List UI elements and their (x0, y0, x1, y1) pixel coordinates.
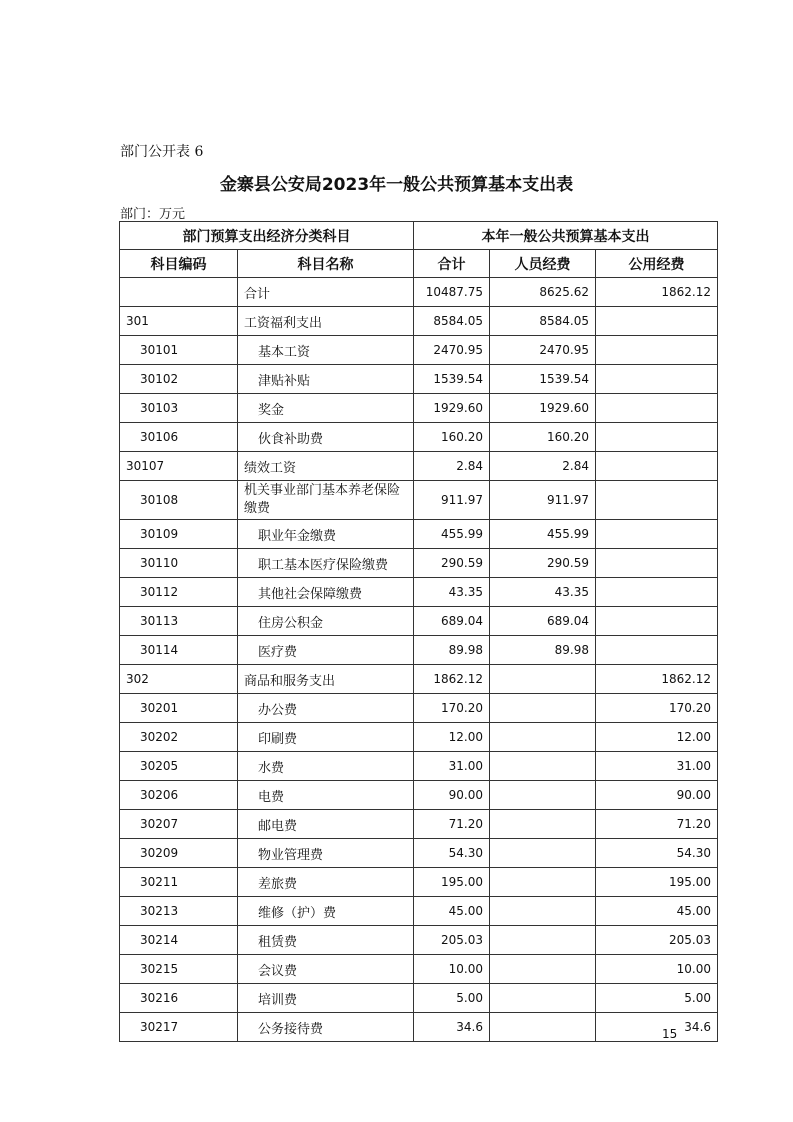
cell-code: 30216 (120, 984, 238, 1013)
document-label: 部门公开表 6 (120, 144, 204, 160)
cell-public: 90.00 (596, 781, 718, 810)
cell-code: 30101 (120, 336, 238, 365)
cell-name: 伙食补助费 (238, 423, 414, 452)
table-row (120, 984, 718, 1013)
cell-name: 物业管理费 (238, 839, 414, 868)
header-group-expenditure: 本年一般公共预算基本支出 (414, 222, 718, 250)
cell-public: 170.20 (596, 694, 718, 723)
table-row (120, 694, 718, 723)
cell-total: 43.35 (414, 578, 490, 607)
cell-total: 2.84 (414, 452, 490, 481)
cell-total: 45.00 (414, 897, 490, 926)
cell-personnel (490, 810, 596, 839)
cell-personnel (490, 781, 596, 810)
table-row (120, 1013, 718, 1042)
table-row (120, 336, 718, 365)
cell-personnel: 160.20 (490, 423, 596, 452)
cell-name: 培训费 (238, 984, 414, 1013)
table-row (120, 607, 718, 636)
table-row (120, 481, 718, 520)
cell-total: 5.00 (414, 984, 490, 1013)
cell-personnel: 689.04 (490, 607, 596, 636)
cell-code: 30113 (120, 607, 238, 636)
cell-name: 水费 (238, 752, 414, 781)
cell-name: 租赁费 (238, 926, 414, 955)
header-code: 科目编码 (120, 250, 238, 278)
cell-personnel: 8625.62 (490, 278, 596, 307)
cell-public (596, 394, 718, 423)
table-row (120, 307, 718, 336)
table-row (120, 578, 718, 607)
cell-personnel (490, 752, 596, 781)
cell-public: 1862.12 (596, 278, 718, 307)
cell-code: 30103 (120, 394, 238, 423)
table-row (120, 926, 718, 955)
unit-label: 部门：万元 (120, 207, 186, 222)
cell-code: 30102 (120, 365, 238, 394)
table-row (120, 781, 718, 810)
cell-personnel: 1539.54 (490, 365, 596, 394)
table-row (120, 810, 718, 839)
header-name: 科目名称 (238, 250, 414, 278)
cell-public (596, 365, 718, 394)
table-row (120, 868, 718, 897)
cell-personnel (490, 694, 596, 723)
table-row (120, 394, 718, 423)
cell-name: 印刷费 (238, 723, 414, 752)
cell-personnel (490, 868, 596, 897)
cell-code: 30110 (120, 549, 238, 578)
cell-name: 绩效工资 (238, 452, 414, 481)
cell-name: 职工基本医疗保险缴费 (238, 549, 414, 578)
table-row (120, 636, 718, 665)
header-group-classification: 部门预算支出经济分类科目 (120, 222, 414, 250)
cell-code (120, 278, 238, 307)
cell-code: 30202 (120, 723, 238, 752)
cell-total: 689.04 (414, 607, 490, 636)
cell-total: 31.00 (414, 752, 490, 781)
cell-total: 1929.60 (414, 394, 490, 423)
cell-personnel (490, 926, 596, 955)
cell-public (596, 636, 718, 665)
cell-personnel (490, 839, 596, 868)
table-row (120, 520, 718, 549)
cell-name: 医疗费 (238, 636, 414, 665)
cell-name: 基本工资 (238, 336, 414, 365)
cell-code: 301 (120, 307, 238, 336)
cell-personnel: 911.97 (490, 481, 596, 520)
header-public: 公用经费 (596, 250, 718, 278)
cell-total: 1862.12 (414, 665, 490, 694)
header-personnel: 人员经费 (490, 250, 596, 278)
cell-name: 职业年金缴费 (238, 520, 414, 549)
cell-public (596, 452, 718, 481)
cell-name: 机关事业部门基本养老保险缴费 (238, 481, 414, 520)
cell-public (596, 423, 718, 452)
cell-total: 71.20 (414, 810, 490, 839)
cell-public (596, 549, 718, 578)
cell-code: 302 (120, 665, 238, 694)
cell-code: 30107 (120, 452, 238, 481)
page-number: 15 (662, 1027, 678, 1041)
cell-public: 71.20 (596, 810, 718, 839)
budget-table (119, 221, 718, 1042)
cell-public: 54.30 (596, 839, 718, 868)
cell-total: 90.00 (414, 781, 490, 810)
cell-name: 合计 (238, 278, 414, 307)
cell-public: 1862.12 (596, 665, 718, 694)
cell-total: 205.03 (414, 926, 490, 955)
cell-total: 12.00 (414, 723, 490, 752)
table-row (120, 839, 718, 868)
cell-code: 30214 (120, 926, 238, 955)
cell-personnel (490, 955, 596, 984)
cell-name: 邮电费 (238, 810, 414, 839)
cell-personnel (490, 723, 596, 752)
table-row (120, 452, 718, 481)
page-title: 金寨县公安局2023年一般公共预算基本支出表 (219, 175, 574, 195)
table-body (120, 278, 718, 1042)
cell-name: 公务接待费 (238, 1013, 414, 1042)
cell-public (596, 607, 718, 636)
cell-code: 30108 (120, 481, 238, 520)
table-row (120, 423, 718, 452)
cell-personnel: 2.84 (490, 452, 596, 481)
cell-total: 54.30 (414, 839, 490, 868)
cell-personnel: 43.35 (490, 578, 596, 607)
cell-public (596, 307, 718, 336)
cell-personnel: 89.98 (490, 636, 596, 665)
cell-name: 住房公积金 (238, 607, 414, 636)
cell-public: 34.6 (596, 1013, 718, 1042)
table-row (120, 665, 718, 694)
cell-total: 195.00 (414, 868, 490, 897)
cell-code: 30109 (120, 520, 238, 549)
cell-code: 30206 (120, 781, 238, 810)
cell-total: 911.97 (414, 481, 490, 520)
table-row (120, 752, 718, 781)
cell-code: 30106 (120, 423, 238, 452)
table-row (120, 955, 718, 984)
cell-total: 170.20 (414, 694, 490, 723)
cell-name: 电费 (238, 781, 414, 810)
cell-total: 10487.75 (414, 278, 490, 307)
cell-code: 30205 (120, 752, 238, 781)
cell-code: 30217 (120, 1013, 238, 1042)
cell-code: 30211 (120, 868, 238, 897)
cell-name: 商品和服务支出 (238, 665, 414, 694)
cell-name: 维修（护）费 (238, 897, 414, 926)
cell-public (596, 578, 718, 607)
cell-total: 34.6 (414, 1013, 490, 1042)
cell-personnel: 8584.05 (490, 307, 596, 336)
cell-public: 195.00 (596, 868, 718, 897)
cell-total: 89.98 (414, 636, 490, 665)
table-row (120, 897, 718, 926)
cell-public (596, 481, 718, 520)
cell-public (596, 336, 718, 365)
cell-code: 30215 (120, 955, 238, 984)
cell-personnel: 2470.95 (490, 336, 596, 365)
cell-total: 1539.54 (414, 365, 490, 394)
cell-code: 30213 (120, 897, 238, 926)
cell-public: 45.00 (596, 897, 718, 926)
cell-personnel: 455.99 (490, 520, 596, 549)
table-row (120, 723, 718, 752)
cell-personnel (490, 1013, 596, 1042)
cell-public (596, 520, 718, 549)
cell-public: 31.00 (596, 752, 718, 781)
cell-total: 290.59 (414, 549, 490, 578)
cell-personnel: 1929.60 (490, 394, 596, 423)
cell-code: 30112 (120, 578, 238, 607)
cell-public: 12.00 (596, 723, 718, 752)
cell-total: 10.00 (414, 955, 490, 984)
cell-personnel: 290.59 (490, 549, 596, 578)
table-row (120, 365, 718, 394)
cell-personnel (490, 897, 596, 926)
cell-name: 会议费 (238, 955, 414, 984)
cell-code: 30207 (120, 810, 238, 839)
cell-code: 30209 (120, 839, 238, 868)
header-total: 合计 (414, 250, 490, 278)
cell-total: 8584.05 (414, 307, 490, 336)
table-row (120, 278, 718, 307)
cell-public: 5.00 (596, 984, 718, 1013)
cell-personnel (490, 984, 596, 1013)
cell-name: 工资福利支出 (238, 307, 414, 336)
cell-personnel (490, 665, 596, 694)
table-row (120, 549, 718, 578)
cell-name: 津贴补贴 (238, 365, 414, 394)
cell-name: 办公费 (238, 694, 414, 723)
cell-name: 其他社会保障缴费 (238, 578, 414, 607)
cell-total: 160.20 (414, 423, 490, 452)
cell-public: 205.03 (596, 926, 718, 955)
cell-name: 差旅费 (238, 868, 414, 897)
cell-total: 455.99 (414, 520, 490, 549)
cell-code: 30201 (120, 694, 238, 723)
cell-public: 10.00 (596, 955, 718, 984)
cell-total: 2470.95 (414, 336, 490, 365)
cell-code: 30114 (120, 636, 238, 665)
cell-name: 奖金 (238, 394, 414, 423)
